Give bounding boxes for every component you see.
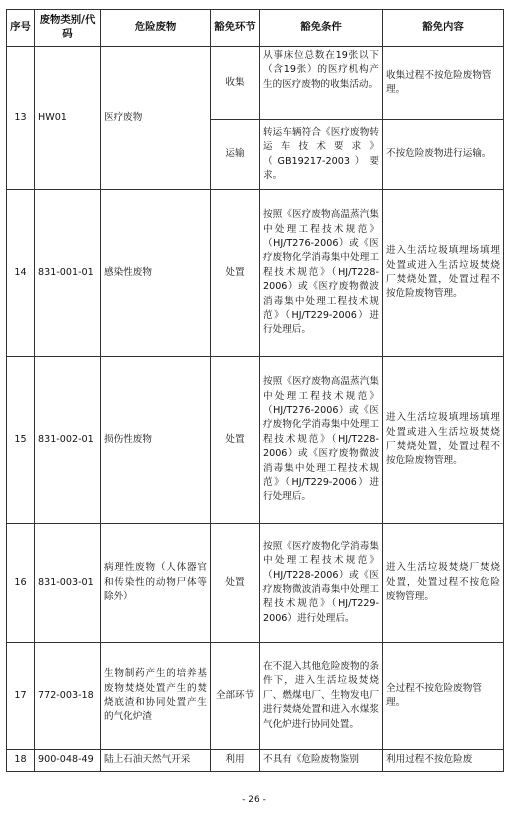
cell-waste: 病理性废物（人体器官和传染性的动物尸体等除外） <box>101 524 211 643</box>
table-row-16 <box>7 524 504 643</box>
cell-condition: 在不混入其他危险废物的条件下，进入生活垃圾焚烧厂、燃煤电厂、生物发电厂进行焚烧处置和进入水煤浆气化炉进行协同处置。 <box>260 643 383 750</box>
page-number: - 26 - <box>242 795 266 805</box>
cell-stage: 收集 <box>211 47 260 120</box>
table-row-17 <box>7 643 504 750</box>
cell-condition: 按照《医疗废物高温蒸汽集中处理工程技术规范》（HJ/T276-2006）或《医疗废物化学消毒集中处理工程技术规范》（HJ/T228-2006）或《医疗废物微波消毒集中处理工程技术规范》（HJ/T229-2006）进行处理后。 <box>260 190 383 357</box>
cell-code: 900-048-49 <box>35 750 101 772</box>
cell-stage: 处置 <box>211 190 260 357</box>
cell-content: 利用过程不按危险废 <box>383 750 504 772</box>
header-stage: 豁免环节 <box>211 10 260 47</box>
cell-stage: 全部环节 <box>211 643 260 750</box>
header-code: 废物类别/代码 <box>35 10 101 47</box>
cell-condition: 不具有《危险废物鉴别 <box>260 750 383 772</box>
table-row-15 <box>7 357 504 524</box>
cell-code: 831-002-01 <box>35 357 101 524</box>
cell-content: 进入生活垃圾填埋场填埋处置或进入生活垃圾焚烧厂焚烧处置，处置过程不按危险废物管理。 <box>383 190 504 357</box>
header-waste: 危险废物 <box>101 10 211 47</box>
cell-content: 进入生活垃圾填埋场填埋处置或进入生活垃圾焚烧厂焚烧处置，处置过程不按危险废物管理。 <box>383 357 504 524</box>
cell-content: 全过程不按危险废物管理。 <box>383 643 504 750</box>
header-condition: 豁免条件 <box>260 10 383 47</box>
cell-waste: 陆上石油天然气开采 <box>101 750 211 772</box>
header-content: 豁免内容 <box>383 10 504 47</box>
cell-waste: 医疗废物 <box>101 47 211 190</box>
cell-waste: 损伤性废物 <box>101 357 211 524</box>
cell-condition: 从事床位总数在19张以下（含19张）的医疗机构产生的医疗废物的收集活动。 <box>260 47 383 120</box>
table-row-13a <box>7 47 504 120</box>
cell-no: 14 <box>7 190 35 357</box>
cell-condition: 按照《医疗废物高温蒸汽集中处理工程技术规范》（HJ/T276-2006）或《医疗废物化学消毒集中处理工程技术规范》（HJ/T228-2006）或《医疗废物微波消毒集中处理工程技术规范》（HJ/T229-2006）进行处理后。 <box>260 357 383 524</box>
cell-condition: 转运车辆符合《医疗废物转运车技术要求》（GB19217-2003）要求。 <box>260 120 383 190</box>
table-row-18 <box>7 750 504 772</box>
cell-content: 不按危险废物进行运输。 <box>383 120 504 190</box>
cell-code: 831-003-01 <box>35 524 101 643</box>
cell-no: 15 <box>7 357 35 524</box>
cell-no: 17 <box>7 643 35 750</box>
cell-no: 18 <box>7 750 35 772</box>
table-row-14 <box>7 190 504 357</box>
cell-content: 收集过程不按危险废物管理。 <box>383 47 504 120</box>
cell-content: 进入生活垃圾焚烧厂焚烧处置，处置过程不按危险废物管理。 <box>383 524 504 643</box>
header-row <box>7 10 504 47</box>
cell-no: 16 <box>7 524 35 643</box>
exemption-table <box>6 9 504 772</box>
cell-condition: 按照《医疗废物化学消毒集中处理工程技术规范》（HJ/T228-2006）或《医疗废物微波消毒集中处理工程技术规范》（HJ/T229-2006）进行处理后。 <box>260 524 383 643</box>
cell-stage: 利用 <box>211 750 260 772</box>
cell-no: 13 <box>7 47 35 190</box>
cell-stage: 处置 <box>211 357 260 524</box>
cell-waste: 生物制药产生的培养基废物焚烧处置产生的焚烧底渣和协同处置产生的气化炉渣 <box>101 643 211 750</box>
cell-code: 831-001-01 <box>35 190 101 357</box>
cell-code: 772-003-18 <box>35 643 101 750</box>
header-no: 序号 <box>7 10 35 47</box>
cell-code: HW01 <box>35 47 101 190</box>
cell-stage: 运输 <box>211 120 260 190</box>
cell-waste: 感染性废物 <box>101 190 211 357</box>
cell-stage: 处置 <box>211 524 260 643</box>
